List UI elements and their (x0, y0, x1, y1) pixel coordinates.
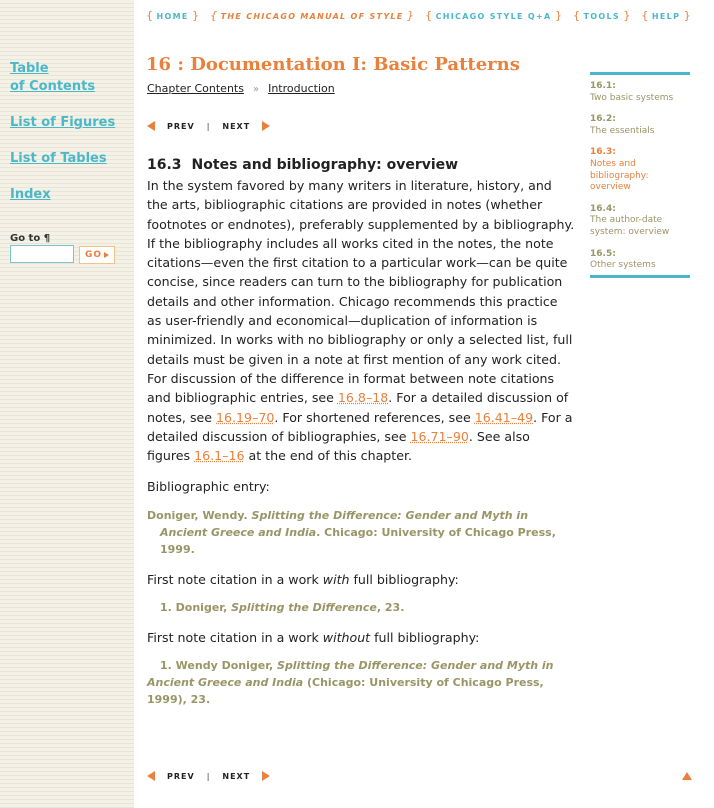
pager-top (147, 121, 270, 131)
section-nav-label: Other systems (590, 260, 656, 271)
prev-link[interactable]: PREV (167, 121, 195, 131)
section-nav-num: 16.4: (590, 203, 616, 214)
note2-title: Splitting the Difference: Gender and Myth in Ancient Greece and India (147, 659, 554, 690)
body-text-2: . For a detailed discussion of notes, see (147, 390, 569, 425)
note1-example (147, 599, 575, 616)
note1-title: Splitting the Difference (231, 601, 377, 615)
toc-line-1: Table (10, 61, 49, 76)
body-text-3: . For shortened references, see (274, 409, 475, 425)
body-text-4: . For a detailed discussion of bibliographies, see (147, 409, 573, 444)
go-button-label: GO (84, 250, 103, 260)
body-text-6: at the end of this chapter. (244, 448, 413, 464)
breadcrumb (147, 82, 335, 95)
prev-link[interactable]: PREV (167, 771, 195, 781)
nav-help-label: HELP (651, 12, 681, 21)
body-text-5: . See also figures (147, 428, 530, 464)
note1-label-a: First note citation in a work (147, 571, 323, 587)
pager-bottom (147, 771, 270, 781)
bib-entry-label: Bibliographic entry: (147, 479, 270, 495)
prev-arrow-icon[interactable] (147, 121, 155, 131)
left-sidebar (0, 0, 134, 808)
chapter-title: 16 : Documentation I: Basic Patterns (146, 54, 520, 75)
sidebar-link-list-of-figures[interactable]: List of Figures (10, 115, 116, 130)
section-nav-label: The essentials (590, 125, 655, 136)
note1-label-em: with (322, 571, 350, 587)
top-navigation (146, 9, 691, 23)
section-heading (147, 155, 575, 175)
note1-b: , 23. (376, 601, 405, 615)
note2-example (147, 657, 575, 708)
section-nav-item-16-2[interactable] (590, 114, 690, 137)
section-nav-item-16-4[interactable] (590, 204, 690, 239)
section-nav-num: 16.5: (590, 248, 616, 259)
next-link[interactable]: NEXT (222, 771, 251, 781)
pager-separator: | (206, 771, 211, 781)
note2-label-a: First note citation in a work (147, 630, 323, 646)
nav-tools-label: TOOLS (583, 12, 620, 21)
note2-label-b: full bibliography: (370, 630, 480, 646)
nav-cmos[interactable]: { THE CHICAGO MANUAL OF STYLE } (210, 9, 415, 22)
note2-b: (Chicago: University of Chicago Press, 1999), 23. (147, 676, 544, 707)
section-title: Notes and bibliography: overview (191, 157, 459, 173)
bib-title: Splitting the Difference: Gender and Myth in Ancient Greece and India (160, 508, 529, 539)
bib-rest: . Chicago: University of Chicago Press, 1999. (160, 525, 556, 556)
section-nav-label: Notes and bibliography: overview (590, 158, 649, 193)
note1-label-b: full bibliography: (349, 571, 459, 587)
next-link[interactable]: NEXT (222, 121, 251, 131)
xref-link[interactable]: 16.1–16 (194, 448, 245, 464)
note1-a: 1. Doniger, (160, 601, 232, 615)
note2-label-em: without (322, 630, 371, 646)
nav-qa-label: CHICAGO STYLE Q+A (435, 12, 552, 21)
prev-arrow-icon[interactable] (147, 771, 155, 781)
note2-a: 1. Wendy Doniger, (160, 659, 278, 673)
section-navigation (590, 72, 690, 278)
sidebar-link-index[interactable]: Index (10, 187, 51, 202)
xref-link[interactable]: 16.41–49 (474, 409, 534, 425)
section-nav-num: 16.1: (590, 81, 616, 91)
section-nav-item-16-3[interactable] (590, 147, 690, 193)
nav-qa[interactable]: { CHICAGO STYLE Q+A } (425, 9, 562, 22)
nav-tools[interactable]: { TOOLS } (573, 9, 631, 22)
section-nav-item-16-5[interactable] (590, 249, 690, 272)
go-arrow-icon (104, 252, 109, 258)
crumb-chapter-contents[interactable]: Chapter Contents (147, 82, 244, 95)
xref-link[interactable]: 16.71–90 (410, 428, 469, 444)
body-text-1: In the system favored by many writers in literature, history, and the arts, bibliographic citations are provided in notes (whether footnotes or endnotes), preferably supplemented by a bibliography. If the bibliography includes all works cited in the notes, the note citations—even the first citation to a particular work—can be quite concise, since readers can turn to the bibliography for publication details and other information. Chicago recommends this practice as user-friendly and economical—duplication of information is minimized. In works with no bibliography or only a selected list, full details must be given in a note at first mention of any work cited. For discussion of the difference in format between note citations and bibliographic entries, see (147, 178, 575, 406)
go-button[interactable] (79, 246, 115, 264)
section-nav-num: 16.2: (590, 114, 616, 125)
toc-line-2: of Contents (10, 79, 96, 94)
next-arrow-icon[interactable] (262, 121, 270, 131)
section-nav-num: 16.3: (590, 147, 616, 158)
bib-author: Doniger, Wendy. (147, 508, 252, 522)
note1-label (147, 570, 575, 589)
goto-label: Go to ¶ (10, 233, 51, 244)
nav-home[interactable]: { HOME } (146, 9, 200, 22)
note2-label (147, 628, 575, 647)
nav-cmos-label: THE CHICAGO MANUAL OF STYLE (220, 12, 404, 21)
main-content (147, 155, 575, 708)
nav-home-label: HOME (156, 12, 189, 21)
next-arrow-icon[interactable] (262, 771, 270, 781)
back-to-top-icon[interactable] (682, 772, 692, 780)
sidebar-link-list-of-tables[interactable]: List of Tables (10, 151, 107, 166)
xref-link[interactable]: 16.19–70 (216, 409, 275, 425)
nav-help[interactable]: { HELP } (641, 9, 691, 22)
goto-paragraph-input[interactable] (10, 245, 74, 263)
section-nav-item-16-1[interactable] (590, 81, 690, 104)
crumb-introduction[interactable]: Introduction (268, 82, 335, 95)
crumb-separator: » (252, 84, 260, 95)
bibliography-example (147, 507, 575, 558)
section-number: 16.3 (147, 157, 182, 173)
xref-link[interactable]: 16.8–18 (337, 390, 389, 406)
section-nav-label: Two basic systems (590, 92, 674, 103)
pager-separator: | (206, 121, 211, 131)
sidebar-link-table-of-contents[interactable] (10, 60, 95, 96)
section-nav-label: The author-date system: overview (590, 215, 670, 237)
section-body (147, 176, 575, 465)
